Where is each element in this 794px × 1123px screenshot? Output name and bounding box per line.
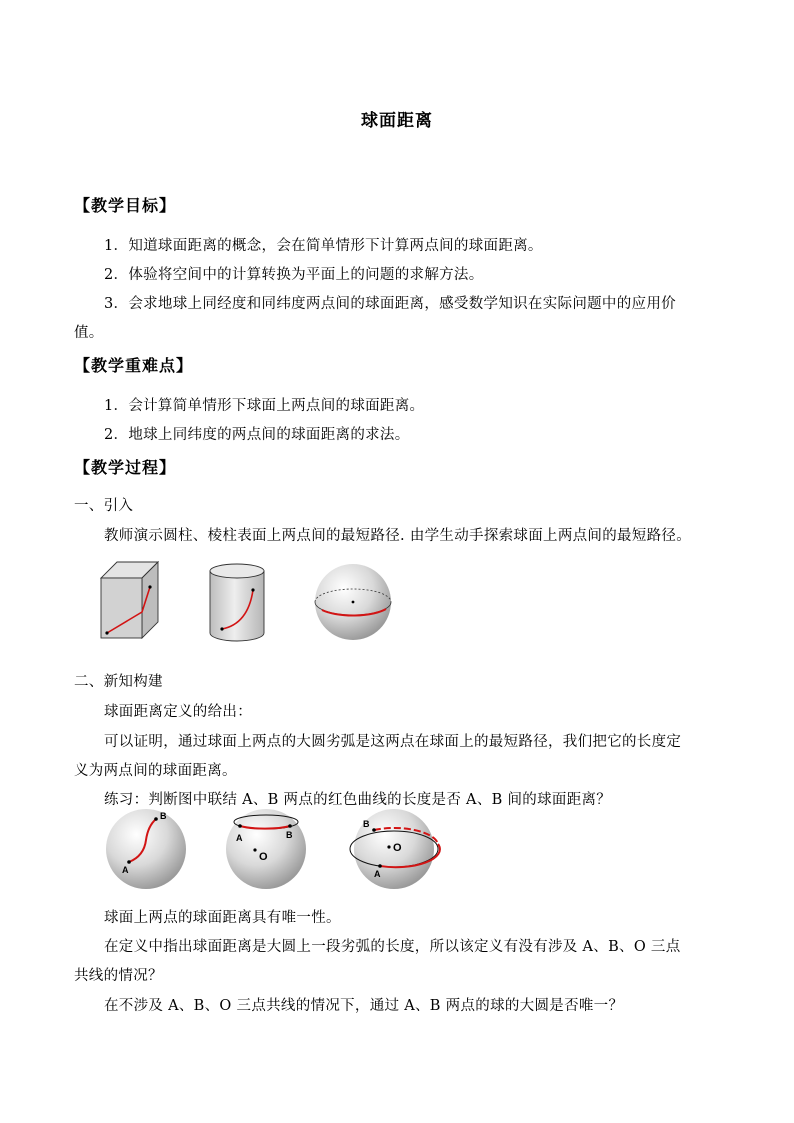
construct-line-5: 球面上两点的球面距离具有唯一性。 [104, 910, 341, 926]
exercise-sphere-1 [104, 806, 188, 890]
goal-item-2: 2．体验将空间中的计算转换为平面上的问题的求解方法。 [104, 267, 484, 283]
label-o: O [259, 851, 268, 863]
exercise-sphere-2 [224, 806, 308, 890]
label-b: B [363, 819, 370, 829]
goal-item-3-cont: 值。 [74, 325, 104, 341]
construct-line-1: 球面距离定义的给出： [104, 704, 252, 720]
construct-line-6: 在定义中指出球面距离是大圆上一段劣弧的长度，所以该定义有没有涉及 A、B、O 三点 [104, 939, 681, 955]
label-o: O [393, 842, 402, 854]
construct-line-7: 共线的情况？ [74, 968, 163, 984]
keypoint-item-2: 2．地球上同纬度的两点间的球面距离的求法。 [104, 427, 410, 443]
construct-line-3: 义为两点间的球面距离。 [74, 763, 237, 779]
construct-line-2: 可以证明，通过球面上两点的大圆劣弧是这两点在球面上的最短路径，我们把它的长度定 [104, 734, 682, 750]
label-b: B [286, 830, 293, 840]
exercise-sphere-3 [348, 806, 444, 890]
construct-line-8: 在不涉及 A、B、O 三点共线的情况下，通过 A、B 两点的球的大圆是否唯一？ [104, 998, 624, 1014]
intro-heading: 一、引入 [74, 498, 134, 514]
label-a: A [236, 833, 243, 843]
page-title: 球面距离 [361, 111, 433, 131]
intro-text: 教师演示圆柱、棱柱表面上两点间的最短路径. 由学生动手探索球面上两点间的最短路径。 [104, 528, 692, 544]
section-heading-keypoints: 【教学重难点】 [74, 356, 194, 375]
prism-figure [98, 560, 168, 642]
construct-heading: 二、新知构建 [74, 674, 163, 690]
section-heading-goals: 【教学目标】 [74, 196, 177, 215]
goal-item-3: 3．会求地球上同经度和同纬度两点间的球面距离，感受数学知识在实际问题中的应用价 [104, 296, 676, 312]
label-a: A [374, 869, 381, 879]
exercise-question: 练习：判断图中联结 A、B 两点的红色曲线的长度是否 A、B 间的球面距离？ [104, 792, 612, 808]
cylinder-figure [208, 562, 268, 644]
goal-item-1: 1．知道球面距离的概念，会在简单情形下计算两点间的球面距离。 [104, 238, 543, 254]
keypoint-item-1: 1．会计算简单情形下球面上两点间的球面距离。 [104, 398, 425, 414]
label-a: A [122, 865, 129, 875]
label-b: B [160, 811, 167, 821]
section-heading-process: 【教学过程】 [74, 458, 177, 477]
sphere-figure [312, 562, 394, 644]
